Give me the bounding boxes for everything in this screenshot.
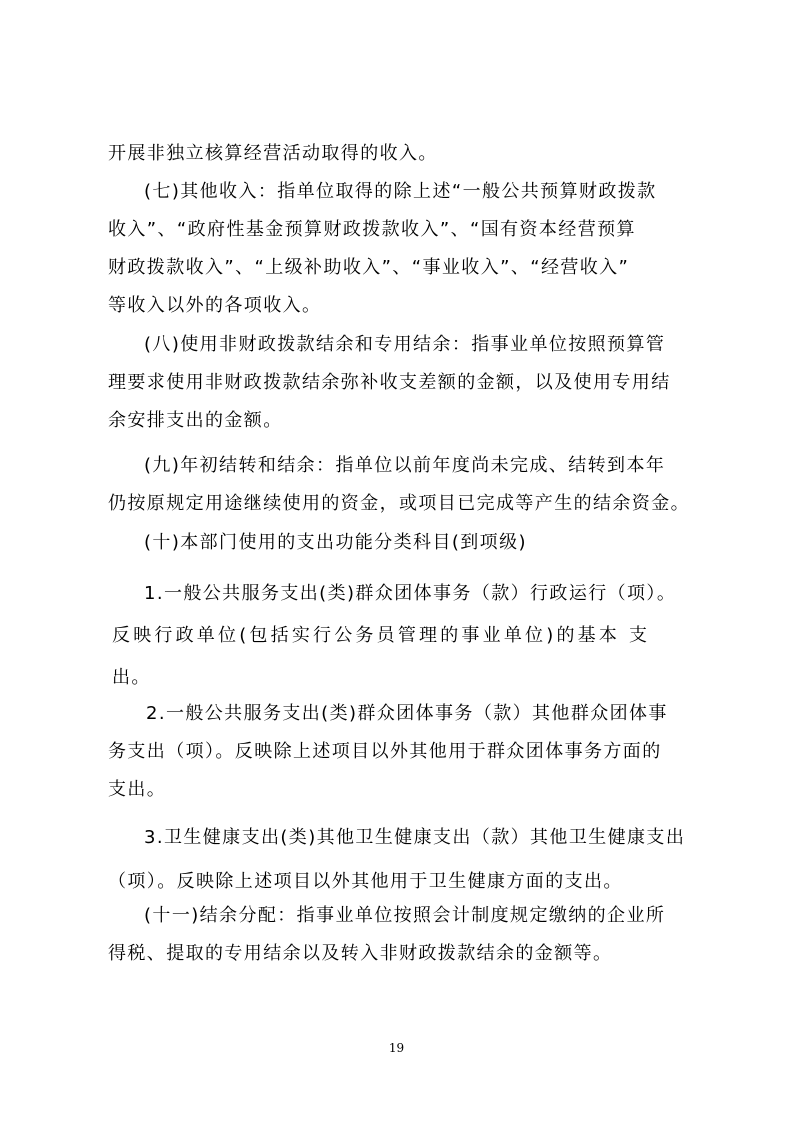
text-line: 财政拨款收入”、“上级补助收入”、“事业收入”、“经营收入” <box>108 257 630 278</box>
section-heading: (十)本部门使用的支出功能分类科目(到项级) <box>144 532 527 553</box>
text-line: 余安排支出的金额。 <box>108 410 283 431</box>
text-line: 务支出（项）。反映除上述项目以外其他用于群众团体事务方面的 <box>108 741 662 762</box>
text-line: 1.一般公共服务支出(类)群众团体事务（款）行政运行（项）。 <box>144 583 677 604</box>
text-line: 等收入以外的各项收入。 <box>108 295 322 316</box>
text-line: 开展非独立核算经营活动取得的收入。 <box>108 143 438 164</box>
text-line: (十一)结余分配：指事业单位按照会计制度规定缴纳的企业所 <box>144 905 666 926</box>
page-number: 19 <box>388 1041 405 1055</box>
text-line: (九)年初结转和结余：指单位以前年度尚未完成、结转到本年 <box>144 455 666 476</box>
text-line: 2.一般公共服务支出(类)群众团体事务（款）其他群众团体事 <box>146 703 668 724</box>
text-line: (八)使用非财政拨款结余和专用结余：指事业单位按照预算管 <box>144 334 666 355</box>
text-line: 得税、提取的专用结余以及转入非财政拨款结余的金额等。 <box>108 943 613 964</box>
text-line: 理要求使用非财政拨款结余弥补收支差额的金额，以及使用专用结 <box>108 372 671 393</box>
text-line: 反映行政单位(包括实行公务员管理的事业单位)的基本 支 <box>112 625 651 646</box>
text-line: （项）。反映除上述项目以外其他用于卫生健康方面的支出。 <box>108 871 623 892</box>
text-line: 收入”、“政府性基金预算财政拨款收入”、“国有资本经营预算 <box>108 219 636 240</box>
text-line: 仍按原规定用途继续使用的资金，或项目已完成等产生的结余资金。 <box>108 493 690 514</box>
text-line: 出。 <box>112 667 151 688</box>
text-line: 支出。 <box>108 779 167 800</box>
text-line: (七)其他收入：指单位取得的除上述“一般公共预算财政拨款 <box>144 181 657 202</box>
text-line: 3.卫生健康支出(类)其他卫生健康支出（款）其他卫生健康支出 <box>144 827 686 848</box>
